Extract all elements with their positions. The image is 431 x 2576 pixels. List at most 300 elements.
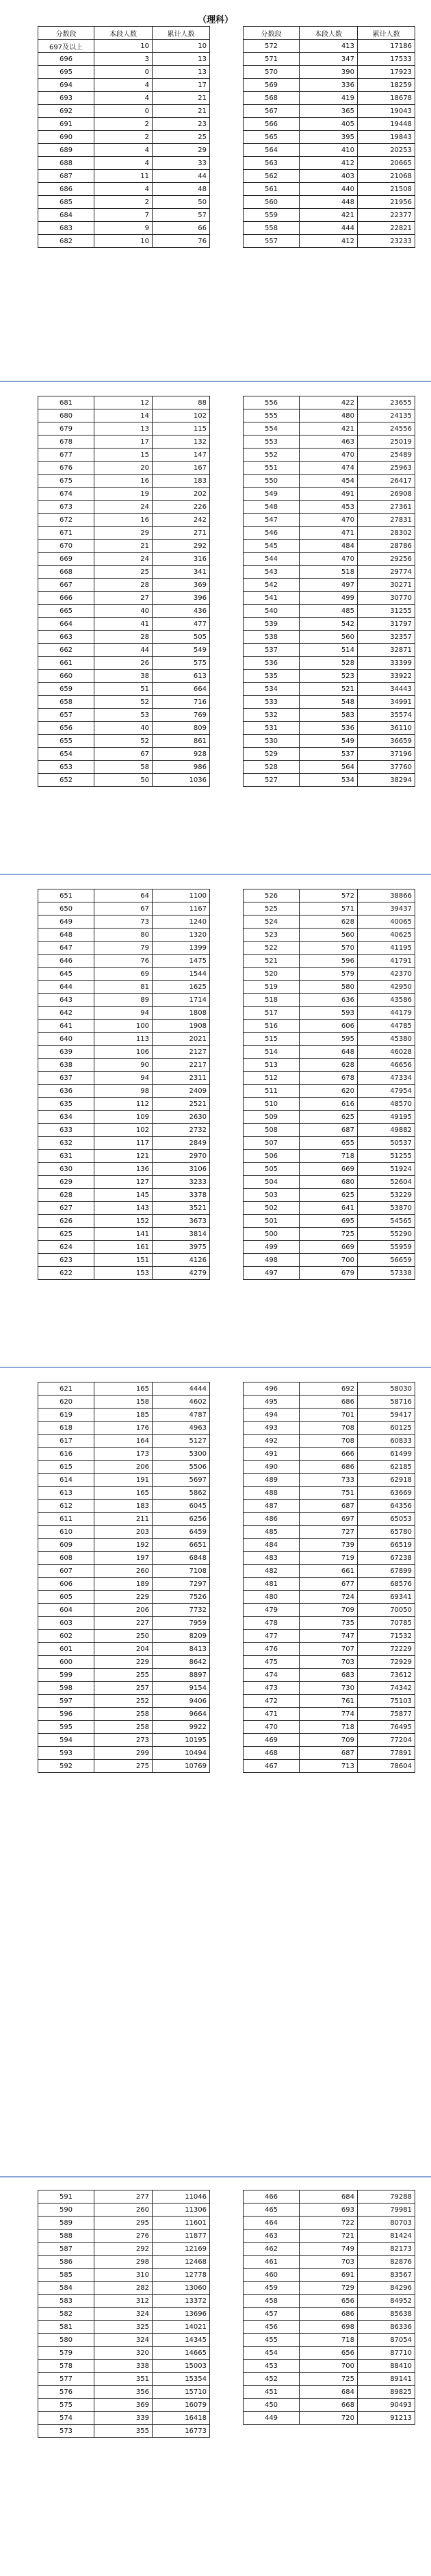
count-cell: 648: [300, 1046, 358, 1059]
count-cell: 666: [300, 1448, 358, 1461]
table-row: [244, 501, 415, 514]
table-row: [244, 1215, 415, 1228]
cumulative-cell: 2217: [153, 1059, 210, 1072]
cumulative-cell: 12468: [153, 2256, 210, 2269]
count-cell: 29: [94, 527, 153, 540]
cumulative-cell: 84952: [358, 2295, 415, 2308]
table-row: [38, 683, 210, 696]
score-cell: 689: [38, 144, 94, 157]
count-cell: 412: [300, 235, 358, 248]
score-cell: 486: [244, 1513, 300, 1526]
count-cell: 628: [300, 916, 358, 929]
count-cell: 227: [94, 1617, 153, 1630]
count-cell: 641: [300, 1202, 358, 1215]
table-row: [244, 53, 415, 66]
cumulative-cell: 25489: [358, 449, 415, 462]
count-cell: 3: [94, 53, 153, 66]
count-cell: 310: [94, 2269, 153, 2282]
page-separator: [0, 2176, 431, 2177]
cumulative-cell: 2630: [153, 1111, 210, 1124]
table-row: [38, 1760, 210, 1773]
score-cell: 471: [244, 1708, 300, 1721]
score-cell: 605: [38, 1591, 94, 1604]
table-row: [38, 2190, 210, 2204]
count-cell: 117: [94, 1137, 153, 1150]
cumulative-cell: 47954: [358, 1085, 415, 1098]
count-cell: 252: [94, 1695, 153, 1708]
count-cell: 678: [300, 1072, 358, 1085]
score-cell: 495: [244, 1396, 300, 1409]
cumulative-cell: 3814: [153, 1228, 210, 1241]
table-row: [38, 748, 210, 761]
score-cell: 517: [244, 1007, 300, 1020]
count-cell: 258: [94, 1721, 153, 1734]
cumulative-cell: 4787: [153, 1409, 210, 1422]
table-row: [38, 488, 210, 501]
score-cell: 555: [244, 409, 300, 422]
table-row: [244, 566, 415, 579]
cumulative-cell: 2732: [153, 1124, 210, 1137]
score-cell: 553: [244, 435, 300, 449]
cumulative-cell: 3378: [153, 1189, 210, 1202]
table-row: [244, 1643, 415, 1656]
cumulative-cell: 341: [153, 566, 210, 579]
score-cell: 599: [38, 1669, 94, 1682]
table-row: [244, 1189, 415, 1202]
score-cell: 625: [38, 1228, 94, 1241]
table-row: [38, 994, 210, 1007]
score-cell: 676: [38, 462, 94, 475]
cumulative-cell: 2311: [153, 1072, 210, 1085]
score-cell: 600: [38, 1656, 94, 1669]
table-row: [38, 409, 210, 422]
score-cell: 604: [38, 1604, 94, 1617]
count-cell: 189: [94, 1578, 153, 1591]
table-row: [244, 1487, 415, 1500]
count-cell: 121: [94, 1150, 153, 1163]
count-cell: 514: [300, 644, 358, 657]
cumulative-cell: 30770: [358, 592, 415, 605]
table-row: [38, 1215, 210, 1228]
cumulative-cell: 22377: [358, 209, 415, 222]
cumulative-cell: 19448: [358, 118, 415, 131]
score-cell: 477: [244, 1630, 300, 1643]
count-cell: 320: [94, 2347, 153, 2360]
table-row: [38, 774, 210, 787]
score-cell: 523: [244, 929, 300, 942]
cumulative-cell: 31255: [358, 605, 415, 618]
table-row: [38, 1059, 210, 1072]
table-row: [244, 916, 415, 929]
score-cell: 640: [38, 1033, 94, 1046]
table-row: [244, 981, 415, 994]
cumulative-cell: 30271: [358, 579, 415, 592]
table-row: [38, 2425, 210, 2438]
score-cell: 650: [38, 902, 94, 916]
count-cell: 521: [300, 683, 358, 696]
count-cell: 336: [300, 79, 358, 92]
count-cell: 113: [94, 1033, 153, 1046]
count-cell: 692: [300, 1382, 358, 1396]
count-cell: 12: [94, 396, 153, 409]
score-cell: 578: [38, 2360, 94, 2373]
score-cell: 651: [38, 889, 94, 902]
count-cell: 413: [300, 40, 358, 53]
count-cell: 277: [94, 2190, 153, 2204]
cumulative-cell: 10: [153, 40, 210, 53]
table-row: [38, 475, 210, 488]
table-row: [38, 2321, 210, 2334]
count-cell: 721: [300, 2230, 358, 2243]
score-cell: 608: [38, 1552, 94, 1565]
table-row: [244, 183, 415, 196]
score-cell: 506: [244, 1150, 300, 1163]
table-row: [244, 170, 415, 183]
score-cell: 657: [38, 709, 94, 722]
table-row: [244, 1461, 415, 1474]
cumulative-cell: 16773: [153, 2425, 210, 2438]
table-row: [244, 1474, 415, 1487]
table-row: [244, 2243, 415, 2256]
cumulative-cell: 21068: [358, 170, 415, 183]
table-row: [244, 144, 415, 157]
count-cell: 727: [300, 1526, 358, 1539]
score-cell: 450: [244, 2399, 300, 2412]
score-cell: 470: [244, 1721, 300, 1734]
score-cell: 660: [38, 670, 94, 683]
score-cell: 637: [38, 1072, 94, 1085]
cumulative-cell: 28786: [358, 540, 415, 553]
score-cell: 654: [38, 748, 94, 761]
table-row: [38, 396, 210, 409]
count-cell: 127: [94, 1176, 153, 1189]
table-row: [38, 1007, 210, 1020]
cumulative-cell: 55290: [358, 1228, 415, 1241]
cumulative-cell: 1167: [153, 902, 210, 916]
score-cell: 489: [244, 1474, 300, 1487]
cumulative-cell: 1320: [153, 929, 210, 942]
score-cell: 459: [244, 2282, 300, 2295]
right-score-table: [243, 2190, 415, 2425]
count-cell: 41: [94, 618, 153, 631]
count-cell: 295: [94, 2217, 153, 2230]
cumulative-cell: 72929: [358, 1656, 415, 1669]
doc-title: （理科）: [197, 15, 233, 25]
score-cell: 530: [244, 735, 300, 748]
score-cell: 546: [244, 527, 300, 540]
count-cell: 669: [300, 1241, 358, 1254]
count-cell: 448: [300, 196, 358, 209]
table-row: [38, 1137, 210, 1150]
table-row: [244, 579, 415, 592]
cumulative-cell: 3975: [153, 1241, 210, 1254]
score-cell: 643: [38, 994, 94, 1007]
score-cell: 549: [244, 488, 300, 501]
count-cell: 528: [300, 657, 358, 670]
table-row: [244, 670, 415, 683]
cumulative-cell: 26417: [358, 475, 415, 488]
count-cell: 94: [94, 1072, 153, 1085]
score-cell: 688: [38, 157, 94, 170]
cumulative-cell: 4602: [153, 1396, 210, 1409]
count-cell: 686: [300, 1461, 358, 1474]
count-cell: 292: [94, 2243, 153, 2256]
score-cell: 480: [244, 1591, 300, 1604]
count-cell: 497: [300, 579, 358, 592]
count-cell: 4: [94, 183, 153, 196]
table-row: [244, 942, 415, 955]
table-row: [38, 1124, 210, 1137]
count-cell: 579: [300, 968, 358, 981]
score-cell: 461: [244, 2256, 300, 2269]
count-cell: 722: [300, 2217, 358, 2230]
cumulative-cell: 53229: [358, 1189, 415, 1202]
table-row: [38, 1098, 210, 1111]
table-row: [244, 2347, 415, 2360]
table-row: [38, 981, 210, 994]
cumulative-cell: 60125: [358, 1422, 415, 1435]
count-cell: 536: [300, 722, 358, 735]
score-cell: 580: [38, 2334, 94, 2347]
count-cell: 405: [300, 118, 358, 131]
cumulative-cell: 69341: [358, 1591, 415, 1604]
table-row: [244, 1046, 415, 1059]
table-row: [244, 1241, 415, 1254]
count-cell: 312: [94, 2295, 153, 2308]
count-cell: 58: [94, 761, 153, 774]
cumulative-cell: 14665: [153, 2347, 210, 2360]
cumulative-cell: 6651: [153, 1539, 210, 1552]
cumulative-cell: 11877: [153, 2230, 210, 2243]
table-row: [244, 2230, 415, 2243]
table-row: [38, 1682, 210, 1695]
count-cell: 410: [300, 144, 358, 157]
count-cell: 109: [94, 1111, 153, 1124]
score-cell: 633: [38, 1124, 94, 1137]
score-cell: 682: [38, 235, 94, 248]
table-row: [244, 1033, 415, 1046]
score-cell: 543: [244, 566, 300, 579]
score-cell: 613: [38, 1487, 94, 1500]
score-cell: 464: [244, 2217, 300, 2230]
table-row: [38, 2282, 210, 2295]
cumulative-cell: 70785: [358, 1617, 415, 1630]
cumulative-cell: 65053: [358, 1513, 415, 1526]
score-cell: 622: [38, 1267, 94, 1280]
count-cell: 80: [94, 929, 153, 942]
score-cell: 545: [244, 540, 300, 553]
cumulative-cell: 38294: [358, 774, 415, 787]
score-cell: 558: [244, 222, 300, 235]
score-cell: 589: [38, 2217, 94, 2230]
cumulative-cell: 16079: [153, 2399, 210, 2412]
count-cell: 751: [300, 1487, 358, 1500]
count-cell: 73: [94, 916, 153, 929]
count-cell: 677: [300, 1578, 358, 1591]
cumulative-cell: 67899: [358, 1565, 415, 1578]
score-cell: 626: [38, 1215, 94, 1228]
cumulative-cell: 9154: [153, 1682, 210, 1695]
score-cell: 584: [38, 2282, 94, 2295]
score-cell: 627: [38, 1202, 94, 1215]
score-cell: 634: [38, 1111, 94, 1124]
table-row: [38, 131, 210, 144]
score-cell: 668: [38, 566, 94, 579]
score-cell: 619: [38, 1409, 94, 1422]
cumulative-cell: 14345: [153, 2334, 210, 2347]
score-cell: 557: [244, 235, 300, 248]
cumulative-cell: 1240: [153, 916, 210, 929]
count-cell: 471: [300, 527, 358, 540]
table-row: [38, 196, 210, 209]
table-row: [244, 696, 415, 709]
score-cell: 483: [244, 1552, 300, 1565]
table-row: [38, 579, 210, 592]
table-row: [244, 1382, 415, 1396]
count-cell: 164: [94, 1435, 153, 1448]
count-cell: 276: [94, 2230, 153, 2243]
cumulative-cell: 2409: [153, 1085, 210, 1098]
table-row: [38, 929, 210, 942]
cumulative-cell: 575: [153, 657, 210, 670]
cumulative-cell: 41791: [358, 955, 415, 968]
cumulative-cell: 13: [153, 66, 210, 79]
table-row: [38, 222, 210, 235]
count-cell: 4: [94, 79, 153, 92]
cumulative-cell: 10769: [153, 1760, 210, 1773]
table-row: [38, 1747, 210, 1760]
count-cell: 211: [94, 1513, 153, 1526]
cumulative-cell: 8413: [153, 1643, 210, 1656]
count-cell: 698: [300, 2321, 358, 2334]
table-row: [38, 1695, 210, 1708]
score-cell: 551: [244, 462, 300, 475]
score-cell: 683: [38, 222, 94, 235]
count-cell: 24: [94, 553, 153, 566]
table-row: [38, 1189, 210, 1202]
count-cell: 2: [94, 118, 153, 131]
table-row: [244, 235, 415, 248]
cumulative-cell: 44785: [358, 1020, 415, 1033]
score-cell: 621: [38, 1382, 94, 1396]
table-row: [38, 2308, 210, 2321]
cumulative-cell: 43586: [358, 994, 415, 1007]
count-cell: 27: [94, 592, 153, 605]
left-score-table: [38, 889, 210, 1280]
count-cell: 444: [300, 222, 358, 235]
count-cell: 197: [94, 1552, 153, 1565]
table-row: [244, 1526, 415, 1539]
score-cell: 473: [244, 1682, 300, 1695]
cumulative-cell: 88410: [358, 2360, 415, 2373]
count-cell: 67: [94, 902, 153, 916]
score-cell: 525: [244, 902, 300, 916]
count-cell: 4: [94, 92, 153, 105]
table-row: [38, 449, 210, 462]
count-cell: 730: [300, 1682, 358, 1695]
count-cell: 628: [300, 1059, 358, 1072]
table-row: [38, 2386, 210, 2399]
cumulative-cell: 716: [153, 696, 210, 709]
table-row: [244, 889, 415, 902]
count-cell: 28: [94, 579, 153, 592]
count-cell: 739: [300, 1539, 358, 1552]
score-cell: 524: [244, 916, 300, 929]
table-row: [244, 968, 415, 981]
count-cell: 50: [94, 774, 153, 787]
cumulative-cell: 62185: [358, 1461, 415, 1474]
score-cell: 474: [244, 1669, 300, 1682]
score-cell: 687: [38, 170, 94, 183]
cumulative-cell: 1399: [153, 942, 210, 955]
count-cell: 707: [300, 1643, 358, 1656]
score-cell: 576: [38, 2386, 94, 2399]
cumulative-cell: 5506: [153, 1461, 210, 1474]
cumulative-cell: 42950: [358, 981, 415, 994]
score-cell: 636: [38, 1085, 94, 1098]
count-cell: 686: [300, 1396, 358, 1409]
table-row: [244, 1448, 415, 1461]
score-cell: 535: [244, 670, 300, 683]
count-cell: 700: [300, 1254, 358, 1267]
score-cell: 675: [38, 475, 94, 488]
count-cell: 76: [94, 955, 153, 968]
count-cell: 38: [94, 670, 153, 683]
cumulative-cell: 41195: [358, 942, 415, 955]
count-cell: 206: [94, 1604, 153, 1617]
table-row: [244, 1396, 415, 1409]
table-row: [244, 2204, 415, 2217]
table-row: [244, 1409, 415, 1422]
cumulative-cell: 316: [153, 553, 210, 566]
table-row: [244, 2399, 415, 2412]
table-row: [244, 1682, 415, 1695]
table-row: [38, 1409, 210, 1422]
count-cell: 606: [300, 1020, 358, 1033]
score-cell: 487: [244, 1500, 300, 1513]
count-cell: 548: [300, 696, 358, 709]
cumulative-cell: 6256: [153, 1513, 210, 1526]
table-row: [38, 2230, 210, 2243]
score-cell: 583: [38, 2295, 94, 2308]
cumulative-cell: 861: [153, 735, 210, 748]
cumulative-cell: 58030: [358, 1382, 415, 1396]
count-cell: 325: [94, 2321, 153, 2334]
table-row: [244, 2373, 415, 2386]
cumulative-cell: 23: [153, 118, 210, 131]
score-cell: 607: [38, 1565, 94, 1578]
score-cell: 497: [244, 1267, 300, 1280]
cumulative-cell: 2521: [153, 1098, 210, 1111]
table-row: [244, 540, 415, 553]
table-row: [244, 409, 415, 422]
score-cell: 538: [244, 631, 300, 644]
cumulative-cell: 53870: [358, 1202, 415, 1215]
count-cell: 683: [300, 1669, 358, 1682]
table-row: [244, 2386, 415, 2399]
cumulative-cell: 27361: [358, 501, 415, 514]
score-cell: 591: [38, 2190, 94, 2204]
score-cell: 594: [38, 1734, 94, 1747]
table-row: [244, 1228, 415, 1241]
cumulative-cell: 81424: [358, 2230, 415, 2243]
score-cell: 567: [244, 105, 300, 118]
score-cell: 569: [244, 79, 300, 92]
cumulative-cell: 3673: [153, 1215, 210, 1228]
cumulative-cell: 22821: [358, 222, 415, 235]
score-cell: 629: [38, 1176, 94, 1189]
table-row: [38, 592, 210, 605]
